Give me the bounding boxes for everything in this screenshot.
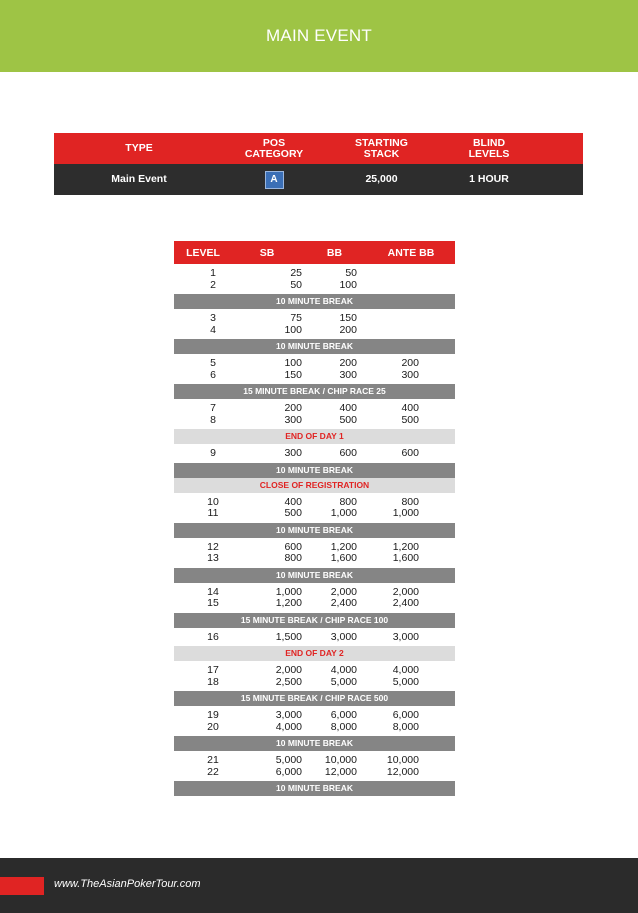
level-group <box>174 309 455 339</box>
small-blind: 2,000 <box>275 664 302 676</box>
small-blind: 1,000 <box>275 585 302 598</box>
level-group <box>174 399 455 429</box>
big-blind: 400 <box>339 402 357 414</box>
big-blind: 1,200 <box>330 540 357 553</box>
big-blind: 100 <box>339 278 357 291</box>
level-group <box>174 751 455 781</box>
sb-header: SB <box>259 246 275 259</box>
type-header: TYPE <box>125 142 153 154</box>
level-number: 8 <box>210 413 216 426</box>
big-blind: 3,000 <box>330 630 357 643</box>
small-blind: 300 <box>284 447 302 459</box>
level-row <box>174 448 455 460</box>
small-blind: 1,200 <box>275 597 302 609</box>
summary-header-row <box>54 133 583 164</box>
ante: 400 <box>401 402 419 414</box>
blind-levels: 1 HOUR <box>469 173 509 185</box>
level-number: 2 <box>210 278 216 291</box>
big-blind: 300 <box>339 368 357 381</box>
summary-data-row <box>54 164 583 195</box>
level-group <box>174 354 455 384</box>
level-number: 17 <box>207 664 219 676</box>
level-group <box>174 706 455 736</box>
pos-header-line2: CATEGORY <box>244 147 304 160</box>
ante: 600 <box>401 447 419 459</box>
level-row <box>174 508 455 520</box>
ante: 2,000 <box>392 585 419 598</box>
page-header <box>0 0 638 72</box>
level-group <box>174 493 455 523</box>
big-blind: 200 <box>339 323 357 336</box>
small-blind: 25 <box>290 267 302 279</box>
ante <box>357 313 419 325</box>
blind-header-line1: BLIND <box>472 136 506 149</box>
level-number: 21 <box>207 754 219 766</box>
big-blind: 500 <box>339 413 357 426</box>
break-row: 10 MINUTE BREAK <box>174 781 455 796</box>
level-group <box>174 661 455 691</box>
level-row <box>174 755 455 767</box>
big-blind: 4,000 <box>330 664 357 676</box>
ante: 12,000 <box>386 765 419 778</box>
ante: 500 <box>401 413 419 426</box>
ante: 8,000 <box>392 720 419 733</box>
small-blind: 600 <box>284 540 302 553</box>
level-row <box>174 370 455 382</box>
category-badge: A <box>265 171 284 189</box>
small-blind: 200 <box>284 402 302 414</box>
level-number: 20 <box>207 720 219 733</box>
ante: 2,400 <box>392 597 419 609</box>
footer-accent-bar <box>0 877 44 895</box>
blind-header-line2: LEVELS <box>468 147 510 160</box>
ante: 1,600 <box>392 552 419 564</box>
ante-header: ANTE BB <box>387 246 435 259</box>
break-row: 10 MINUTE BREAK <box>174 523 455 538</box>
level-row <box>174 280 455 292</box>
level-number: 14 <box>207 585 219 598</box>
big-blind: 6,000 <box>330 709 357 721</box>
small-blind: 100 <box>284 357 302 369</box>
blinds-header-row <box>174 241 455 264</box>
level-row <box>174 268 455 280</box>
level-number: 16 <box>207 630 219 643</box>
bb-header: BB <box>326 246 343 259</box>
level-row <box>174 665 455 677</box>
blinds-body <box>174 264 455 796</box>
ante <box>357 325 419 337</box>
big-blind: 8,000 <box>330 720 357 733</box>
big-blind: 200 <box>339 357 357 369</box>
level-number: 13 <box>207 552 219 564</box>
level-number: 18 <box>207 675 219 688</box>
pos-category-header <box>224 138 324 160</box>
big-blind: 2,400 <box>330 597 357 609</box>
level-row <box>174 415 455 427</box>
break-row: 15 MINUTE BREAK / CHIP RACE 25 <box>174 384 455 399</box>
break-row: 10 MINUTE BREAK <box>174 736 455 751</box>
big-blind: 1,000 <box>330 507 357 519</box>
level-number: 10 <box>207 495 219 508</box>
page-title: MAIN EVENT <box>266 26 372 45</box>
page-footer <box>0 858 638 913</box>
level-row <box>174 403 455 415</box>
small-blind: 50 <box>290 278 302 291</box>
level-number: 15 <box>207 597 219 609</box>
small-blind: 1,500 <box>275 630 302 643</box>
ante <box>357 268 419 280</box>
close-registration-row: CLOSE OF REGISTRATION <box>174 478 455 493</box>
level-row <box>174 677 455 689</box>
blind-levels-header <box>439 138 539 160</box>
level-row <box>174 325 455 337</box>
level-number: 19 <box>207 709 219 721</box>
ante: 300 <box>401 368 419 381</box>
level-number: 12 <box>207 540 219 553</box>
ante: 5,000 <box>392 675 419 688</box>
big-blind: 1,600 <box>330 552 357 564</box>
level-number: 7 <box>210 402 216 414</box>
ante: 1,200 <box>392 540 419 553</box>
level-row <box>174 722 455 734</box>
small-blind: 4,000 <box>275 720 302 733</box>
break-row: 10 MINUTE BREAK <box>174 294 455 309</box>
big-blind: 10,000 <box>324 754 357 766</box>
small-blind: 800 <box>284 552 302 564</box>
level-header: LEVEL <box>186 246 220 259</box>
event-type: Main Event <box>111 173 167 185</box>
category-cell <box>224 171 324 189</box>
level-row <box>174 767 455 779</box>
level-number: 3 <box>210 312 216 324</box>
starting-stack-header <box>324 138 439 160</box>
small-blind: 100 <box>284 323 302 336</box>
level-row <box>174 358 455 370</box>
big-blind: 12,000 <box>324 765 357 778</box>
ante: 200 <box>401 357 419 369</box>
level-number: 5 <box>210 357 216 369</box>
ante: 6,000 <box>392 709 419 721</box>
level-number: 1 <box>210 267 216 279</box>
level-group <box>174 628 455 647</box>
small-blind: 500 <box>284 507 302 519</box>
small-blind: 3,000 <box>275 709 302 721</box>
pos-header-line1: POS <box>262 136 286 149</box>
level-row <box>174 313 455 325</box>
website-link[interactable]: www.TheAsianPokerTour.com <box>54 878 201 890</box>
level-group <box>174 538 455 568</box>
level-number: 22 <box>207 765 219 778</box>
level-group <box>174 583 455 613</box>
big-blind: 600 <box>339 447 357 459</box>
level-row <box>174 710 455 722</box>
level-number: 9 <box>210 447 216 459</box>
small-blind: 6,000 <box>275 765 302 778</box>
level-number: 4 <box>210 323 216 336</box>
break-row: 15 MINUTE BREAK / CHIP RACE 500 <box>174 691 455 706</box>
end-of-day-row: END OF DAY 1 <box>174 429 455 444</box>
level-row <box>174 598 455 610</box>
stack-header-line2: STACK <box>363 147 400 160</box>
level-group <box>174 444 455 463</box>
break-row: 15 MINUTE BREAK / CHIP RACE 100 <box>174 613 455 628</box>
ante: 800 <box>401 495 419 508</box>
ante: 3,000 <box>392 630 419 643</box>
level-row <box>174 632 455 644</box>
big-blind: 800 <box>339 495 357 508</box>
big-blind: 50 <box>345 267 357 279</box>
small-blind: 150 <box>284 368 302 381</box>
ante: 1,000 <box>392 507 419 519</box>
small-blind: 5,000 <box>275 754 302 766</box>
big-blind: 2,000 <box>330 585 357 598</box>
blind-structure-table <box>174 241 455 796</box>
small-blind: 400 <box>284 495 302 508</box>
level-group <box>174 264 455 294</box>
ante: 10,000 <box>386 754 419 766</box>
ante <box>357 280 419 292</box>
ante: 4,000 <box>392 664 419 676</box>
big-blind: 5,000 <box>330 675 357 688</box>
level-number: 11 <box>207 507 219 519</box>
small-blind: 2,500 <box>275 675 302 688</box>
big-blind: 150 <box>339 312 357 324</box>
event-summary-table <box>54 133 583 195</box>
break-row: 10 MINUTE BREAK <box>174 339 455 354</box>
level-number: 6 <box>210 368 216 381</box>
level-row <box>174 553 455 565</box>
small-blind: 300 <box>284 413 302 426</box>
small-blind: 75 <box>290 312 302 324</box>
break-row: 10 MINUTE BREAK <box>174 463 455 478</box>
stack-header-line1: STARTING <box>355 136 408 149</box>
starting-stack: 25,000 <box>365 173 398 185</box>
end-of-day-row: END OF DAY 2 <box>174 646 455 661</box>
break-row: 10 MINUTE BREAK <box>174 568 455 583</box>
